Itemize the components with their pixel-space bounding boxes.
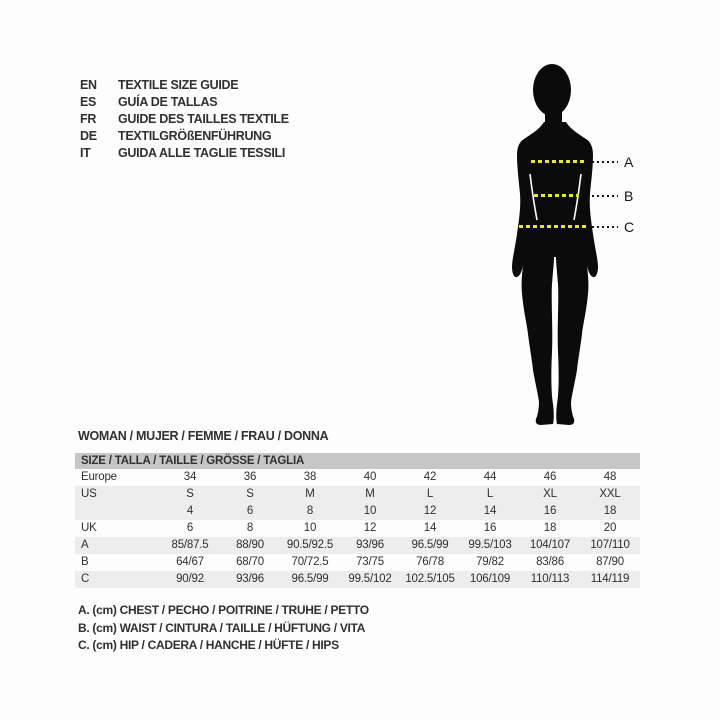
row-label: Europe	[81, 471, 117, 483]
size-cell: 104/107	[529, 539, 571, 551]
size-cell: 99.5/102	[348, 573, 392, 585]
size-cell: M	[365, 488, 375, 500]
size-cell: 8	[246, 522, 254, 534]
size-cell: 48	[603, 471, 617, 483]
measurement-label-c: C	[624, 219, 635, 235]
size-cell: 90/92	[176, 573, 204, 585]
size-cell: 79/82	[476, 556, 504, 568]
row-label: B	[81, 556, 89, 568]
size-cell: S	[186, 488, 194, 500]
size-cell: L	[486, 488, 494, 500]
size-cell: XXL	[599, 488, 621, 500]
measurement-label-a: A	[624, 154, 634, 170]
size-cell: 38	[303, 471, 317, 483]
size-cell: 110/113	[530, 573, 570, 585]
size-cell: 18	[603, 505, 617, 517]
language-label: TEXTILGRÖßENFÜHRUNG	[118, 129, 272, 143]
language-row	[80, 128, 289, 145]
size-cell: 10	[363, 505, 377, 517]
size-cell: 96.5/99	[291, 573, 329, 585]
size-cell: 90.5/92.5	[286, 539, 334, 551]
size-cell: 16	[483, 522, 497, 534]
size-cell: 107/110	[590, 539, 630, 551]
row-label: A	[81, 539, 89, 551]
size-cell: L	[426, 488, 434, 500]
size-cell: 14	[423, 522, 437, 534]
size-cell: 93/96	[356, 539, 384, 551]
table-row	[75, 486, 640, 503]
size-cell: 18	[543, 522, 557, 534]
size-cell: 44	[483, 471, 497, 483]
chest-dash-line	[531, 160, 585, 163]
size-cell: 96.5/99	[411, 539, 449, 551]
size-cell: 106/109	[469, 573, 511, 585]
legend-item: A. (cm) CHEST / PECHO / POITRINE / TRUHE / PETTO	[78, 603, 369, 617]
row-label	[75, 503, 160, 520]
size-cell: 42	[423, 471, 437, 483]
language-row	[80, 145, 289, 162]
size-cell: 87/90	[596, 556, 624, 568]
language-label: GUÍA DE TALLAS	[118, 95, 218, 109]
size-cell: 102.5/105	[405, 573, 455, 585]
measurement-label-b: B	[624, 188, 634, 204]
size-cell: 12	[423, 505, 437, 517]
waist-connector-line	[592, 195, 618, 197]
size-cell: 70/72.5	[291, 556, 329, 568]
language-label: TEXTILE SIZE GUIDE	[118, 78, 239, 92]
table-row	[75, 554, 640, 571]
legend-item: C. (cm) HIP / CADERA / HANCHE / HÜFTE / HIPS	[78, 638, 339, 652]
hip-connector-line	[592, 226, 618, 228]
language-code: IT	[80, 146, 91, 160]
table-row	[75, 469, 640, 486]
size-cell: M	[305, 488, 315, 500]
size-cell: 83/86	[536, 556, 564, 568]
row-label: C	[81, 573, 90, 585]
size-cell: 16	[543, 505, 557, 517]
size-table	[75, 453, 640, 588]
size-cell: 8	[306, 505, 314, 517]
language-title-list	[80, 77, 289, 162]
size-cell: 88/90	[236, 539, 264, 551]
size-cell: XL	[543, 488, 557, 500]
size-cell: 114/119	[590, 573, 630, 585]
row-label: UK	[81, 522, 97, 534]
size-cell: 6	[186, 522, 194, 534]
size-cell: 20	[603, 522, 617, 534]
table-row	[75, 537, 640, 554]
language-label: GUIDE DES TAILLES TEXTILE	[118, 112, 289, 126]
size-table-header: SIZE / TALLA / TAILLE / GRÖSSE / TAGLIA	[75, 453, 640, 469]
table-row	[75, 571, 640, 588]
woman-silhouette	[475, 52, 645, 432]
language-code: ES	[80, 95, 97, 109]
table-row	[75, 503, 640, 520]
size-table-body	[75, 469, 640, 588]
category-title: WOMAN / MUJER / FEMME / FRAU / DONNA	[78, 429, 329, 443]
language-code: EN	[80, 78, 97, 92]
size-cell: 6	[246, 505, 254, 517]
size-cell: 36	[243, 471, 257, 483]
size-cell: 76/78	[416, 556, 444, 568]
size-cell: S	[246, 488, 254, 500]
size-cell: 73/75	[356, 556, 384, 568]
size-legend	[78, 602, 369, 655]
hip-dash-line	[519, 225, 587, 228]
size-cell: 10	[303, 522, 317, 534]
size-cell: 14	[483, 505, 497, 517]
row-label: US	[81, 488, 97, 500]
table-row	[75, 520, 640, 537]
chest-connector-line	[592, 161, 618, 163]
legend-item: B. (cm) WAIST / CINTURA / TAILLE / HÜFTUNG / VITA	[78, 620, 366, 635]
size-cell: 68/70	[236, 556, 264, 568]
language-code: DE	[80, 129, 97, 143]
language-label: GUIDA ALLE TAGLIE TESSILI	[118, 146, 286, 160]
size-cell: 40	[363, 471, 377, 483]
language-row	[80, 111, 289, 128]
size-cell: 93/96	[236, 573, 264, 585]
language-row	[80, 77, 289, 94]
size-cell: 99.5/103	[468, 539, 512, 551]
size-cell: 12	[363, 522, 377, 534]
language-code: FR	[80, 112, 97, 126]
size-cell: 64/67	[176, 556, 204, 568]
waist-dash-line	[534, 194, 579, 197]
size-cell: 46	[543, 471, 557, 483]
language-row	[80, 94, 289, 111]
size-cell: 34	[183, 471, 197, 483]
size-cell: 85/87.5	[171, 539, 209, 551]
size-cell: 4	[186, 505, 194, 517]
